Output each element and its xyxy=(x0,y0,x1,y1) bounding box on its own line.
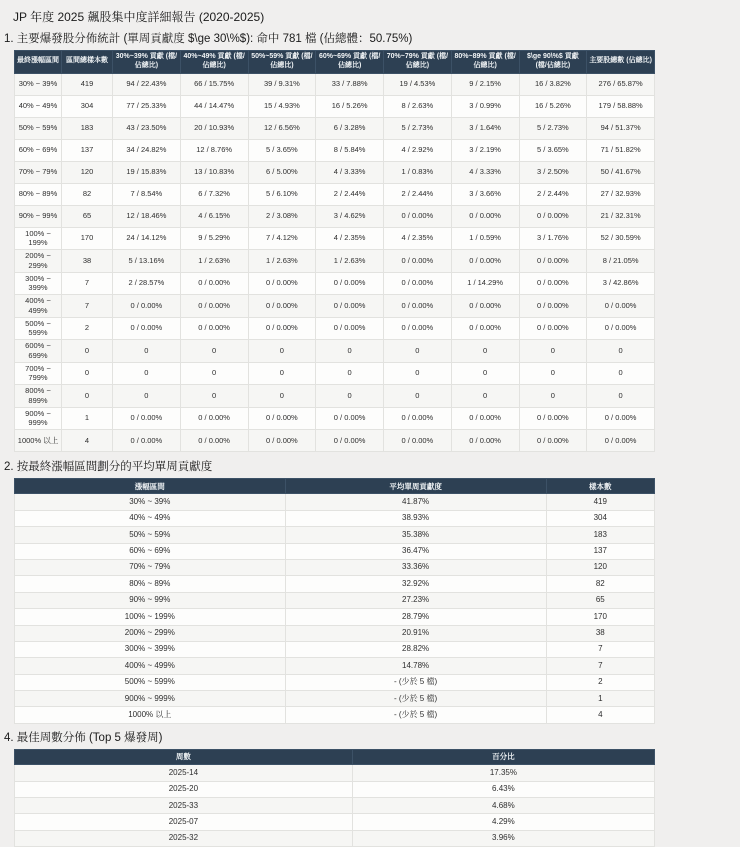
table-cell: 0 / 0.00% xyxy=(180,295,248,318)
table-cell: 0 / 0.00% xyxy=(384,272,452,295)
table-cell: 38.93% xyxy=(285,510,546,526)
table-cell: 33.36% xyxy=(285,559,546,575)
table-cell: 0 xyxy=(180,362,248,385)
table-cell: 183 xyxy=(62,117,113,139)
table-cell: 0 xyxy=(451,340,519,363)
table-cell: 300% ~ 399% xyxy=(15,641,286,657)
table-row xyxy=(15,139,655,161)
table-cell: 0 / 0.00% xyxy=(113,295,181,318)
column-header: 40%~49% 貢獻 (檔/佔總比) xyxy=(180,51,248,74)
table-cell: 3 / 2.19% xyxy=(451,139,519,161)
table-cell: 800% ~ 899% xyxy=(15,385,62,408)
table-cell: 0 / 0.00% xyxy=(587,430,655,452)
table-cell: 0 / 0.00% xyxy=(113,407,181,430)
table-cell: 1 / 2.63% xyxy=(316,250,384,273)
table-cell: 0 / 0.00% xyxy=(384,250,452,273)
table-cell: 30% ~ 39% xyxy=(15,494,286,510)
table-cell: - (少於 5 檔) xyxy=(285,674,546,690)
column-header: 樣本數 xyxy=(546,479,654,494)
table-row xyxy=(15,830,655,846)
table-row xyxy=(15,205,655,227)
table-cell: 28.79% xyxy=(285,609,546,625)
table-row xyxy=(15,295,655,318)
table-cell: 900% ~ 999% xyxy=(15,407,62,430)
table-cell: 39 / 9.31% xyxy=(248,73,316,95)
table-cell: 12 / 18.46% xyxy=(113,205,181,227)
table-row xyxy=(15,798,655,814)
table-cell: 70% ~ 79% xyxy=(15,161,62,183)
table-cell: 40% ~ 49% xyxy=(15,95,62,117)
column-header: $\ge 90\%$ 貢獻 (檔/佔總比) xyxy=(519,51,587,74)
table-cell: 0 / 0.00% xyxy=(451,295,519,318)
table-cell: 8 / 21.05% xyxy=(587,250,655,273)
table-cell: 0 / 0.00% xyxy=(248,272,316,295)
table-cell: 7 xyxy=(62,295,113,318)
table-row xyxy=(15,625,655,641)
table-cell: 60% ~ 69% xyxy=(15,139,62,161)
table-cell: 5 / 3.65% xyxy=(248,139,316,161)
table-row xyxy=(15,674,655,690)
table-cell: 1 / 2.63% xyxy=(248,250,316,273)
table-cell: 0 / 0.00% xyxy=(248,430,316,452)
table-row xyxy=(15,117,655,139)
table-cell: 12 / 6.56% xyxy=(248,117,316,139)
table-row xyxy=(15,430,655,452)
table-cell: 0 / 0.00% xyxy=(316,295,384,318)
table-cell: 0 xyxy=(451,362,519,385)
table-cell: 0 / 0.00% xyxy=(519,205,587,227)
column-header: 區間總樣本數 xyxy=(62,51,113,74)
table-cell: 6 / 7.32% xyxy=(180,183,248,205)
table-cell: 0 / 0.00% xyxy=(180,272,248,295)
table-cell: 0 / 0.00% xyxy=(587,407,655,430)
table-cell: 0 xyxy=(180,340,248,363)
column-header: 30%~39% 貢獻 (檔/佔總比) xyxy=(113,51,181,74)
table-cell: 44 / 14.47% xyxy=(180,95,248,117)
table-cell: 0 / 0.00% xyxy=(519,317,587,340)
table-cell: 5 / 2.73% xyxy=(519,117,587,139)
table-cell: 3 / 42.86% xyxy=(587,272,655,295)
table-cell: 183 xyxy=(546,527,654,543)
table-cell: 4.68% xyxy=(352,798,654,814)
table-row xyxy=(15,494,655,510)
table-cell: 19 / 4.53% xyxy=(384,73,452,95)
table-row xyxy=(15,559,655,575)
table-row xyxy=(15,609,655,625)
table-row xyxy=(15,641,655,657)
table-cell: 80% ~ 89% xyxy=(15,183,62,205)
table-cell: 0 / 0.00% xyxy=(587,317,655,340)
table-cell: 4 / 2.35% xyxy=(384,227,452,250)
table-cell: 3.96% xyxy=(352,830,654,846)
table-cell: 700% ~ 799% xyxy=(15,362,62,385)
table-cell: 4 / 3.33% xyxy=(451,161,519,183)
table-cell: 4 / 3.33% xyxy=(316,161,384,183)
table-cell: 94 / 22.43% xyxy=(113,73,181,95)
table-cell: 90% ~ 99% xyxy=(15,205,62,227)
table-row xyxy=(15,161,655,183)
page-title: JP 年度 2025 飆股集中度詳細報告 (2020-2025) xyxy=(13,10,265,24)
table-cell: 0 xyxy=(316,385,384,408)
table-cell: 0 / 0.00% xyxy=(248,317,316,340)
table-cell: 2025-32 xyxy=(15,830,353,846)
table-cell: 7 xyxy=(546,658,654,674)
table-row xyxy=(15,592,655,608)
table-cell: 276 / 65.87% xyxy=(587,73,655,95)
table-row xyxy=(15,510,655,526)
table-cell: 50% ~ 59% xyxy=(15,117,62,139)
table-cell: 20 / 10.93% xyxy=(180,117,248,139)
table-cell: 2 / 2.44% xyxy=(384,183,452,205)
table-cell: 6.43% xyxy=(352,781,654,797)
table-cell: 28.82% xyxy=(285,641,546,657)
table-row xyxy=(15,543,655,559)
table-cell: 0 / 0.00% xyxy=(384,430,452,452)
table-cell: 0 xyxy=(384,340,452,363)
table-cell: 0 / 0.00% xyxy=(316,407,384,430)
table-cell: 100% ~ 199% xyxy=(15,609,286,625)
table-cell: 8 / 5.84% xyxy=(316,139,384,161)
table-row xyxy=(15,781,655,797)
table-cell: 50 / 41.67% xyxy=(587,161,655,183)
table-cell: - (少於 5 檔) xyxy=(285,707,546,723)
table-cell: 4 xyxy=(546,707,654,723)
table-cell: 300% ~ 399% xyxy=(15,272,62,295)
column-header: 80%~89% 貢獻 (檔/佔總比) xyxy=(451,51,519,74)
table-cell: 7 xyxy=(62,272,113,295)
table-cell: 21 / 32.31% xyxy=(587,205,655,227)
table-cell: 43 / 23.50% xyxy=(113,117,181,139)
table-cell: 24 / 14.12% xyxy=(113,227,181,250)
table-cell: - (少於 5 檔) xyxy=(285,691,546,707)
table-cell: 7 / 4.12% xyxy=(248,227,316,250)
table-cell: 6 / 3.28% xyxy=(316,117,384,139)
table-cell: 40% ~ 49% xyxy=(15,510,286,526)
table-cell: 0 / 0.00% xyxy=(519,250,587,273)
column-header: 百分比 xyxy=(352,749,654,764)
table-cell: 1 xyxy=(62,407,113,430)
table-cell: 1000% 以上 xyxy=(15,707,286,723)
table-cell: 38 xyxy=(546,625,654,641)
table-cell: 419 xyxy=(546,494,654,510)
table-row xyxy=(15,765,655,781)
table-cell: 65 xyxy=(546,592,654,608)
table-cell: 2 / 28.57% xyxy=(113,272,181,295)
table-cell: 500% ~ 599% xyxy=(15,674,286,690)
table-cell: 0 / 0.00% xyxy=(384,205,452,227)
table-cell: 0 xyxy=(587,362,655,385)
table-cell: 16 / 5.26% xyxy=(316,95,384,117)
table-row xyxy=(15,691,655,707)
table-cell: 60% ~ 69% xyxy=(15,543,286,559)
table-cell: 32.92% xyxy=(285,576,546,592)
table-cell: 0 / 0.00% xyxy=(519,272,587,295)
top-weeks-table xyxy=(14,749,655,847)
table-cell: 6 / 5.00% xyxy=(248,161,316,183)
table-cell: 0 xyxy=(384,362,452,385)
table-cell: 5 / 3.65% xyxy=(519,139,587,161)
table-cell: 20.91% xyxy=(285,625,546,641)
table-cell: 0 xyxy=(248,362,316,385)
table-header-row xyxy=(15,479,655,494)
table-cell: 500% ~ 599% xyxy=(15,317,62,340)
table-cell: 13 / 10.83% xyxy=(180,161,248,183)
table-cell: 0 xyxy=(113,340,181,363)
table-row xyxy=(15,814,655,830)
table-cell: 100% ~ 199% xyxy=(15,227,62,250)
table-cell: 36.47% xyxy=(285,543,546,559)
table-cell: 5 / 13.16% xyxy=(113,250,181,273)
table-cell: 3 / 4.62% xyxy=(316,205,384,227)
table-header-row xyxy=(15,51,655,74)
table-row xyxy=(15,362,655,385)
table-cell: 80% ~ 89% xyxy=(15,576,286,592)
table-cell: 0 / 0.00% xyxy=(384,295,452,318)
table-cell: 0 / 0.00% xyxy=(384,407,452,430)
table-cell: 38 xyxy=(62,250,113,273)
table-row xyxy=(15,183,655,205)
table-row xyxy=(15,707,655,723)
table-cell: 400% ~ 499% xyxy=(15,295,62,318)
table-cell: 9 / 2.15% xyxy=(451,73,519,95)
table-cell: 0 / 0.00% xyxy=(180,317,248,340)
table-cell: 3 / 3.66% xyxy=(451,183,519,205)
table-row xyxy=(15,340,655,363)
table-cell: 52 / 30.59% xyxy=(587,227,655,250)
table-cell: 1 / 0.83% xyxy=(384,161,452,183)
table-row xyxy=(15,527,655,543)
column-header: 60%~69% 貢獻 (檔/佔總比) xyxy=(316,51,384,74)
table-cell: 0 / 0.00% xyxy=(519,430,587,452)
table-cell: 2025-14 xyxy=(15,765,353,781)
table-cell: 0 / 0.00% xyxy=(451,205,519,227)
table-cell: 304 xyxy=(62,95,113,117)
table-cell: 0 / 0.00% xyxy=(316,430,384,452)
table-cell: 14.78% xyxy=(285,658,546,674)
table-cell: 0 xyxy=(451,385,519,408)
table-cell: 1 / 0.59% xyxy=(451,227,519,250)
table-cell: 15 / 4.93% xyxy=(248,95,316,117)
table-cell: 7 / 8.54% xyxy=(113,183,181,205)
table-cell: 0 / 0.00% xyxy=(451,250,519,273)
table-cell: 0 / 0.00% xyxy=(248,295,316,318)
table-cell: 77 / 25.33% xyxy=(113,95,181,117)
table-cell: 5 / 6.10% xyxy=(248,183,316,205)
table-cell: 0 / 0.00% xyxy=(180,407,248,430)
table-cell: 3 / 2.50% xyxy=(519,161,587,183)
table-cell: 600% ~ 699% xyxy=(15,340,62,363)
table-cell: 900% ~ 999% xyxy=(15,691,286,707)
table-cell: 179 / 58.88% xyxy=(587,95,655,117)
table-cell: 27 / 32.93% xyxy=(587,183,655,205)
table-row xyxy=(15,576,655,592)
table-cell: 0 / 0.00% xyxy=(248,407,316,430)
table-cell: 0 xyxy=(519,362,587,385)
table-row xyxy=(15,272,655,295)
table-cell: 4 xyxy=(62,430,113,452)
table-cell: 2 / 3.08% xyxy=(248,205,316,227)
table-cell: 27.23% xyxy=(285,592,546,608)
table-cell: 0 xyxy=(62,340,113,363)
table-cell: 1 / 2.63% xyxy=(180,250,248,273)
table-cell: 170 xyxy=(62,227,113,250)
table-row xyxy=(15,95,655,117)
table-cell: 90% ~ 99% xyxy=(15,592,286,608)
table-cell: 0 xyxy=(316,362,384,385)
table-cell: 94 / 51.37% xyxy=(587,117,655,139)
table-cell: 170 xyxy=(546,609,654,625)
table-cell: 3 / 1.76% xyxy=(519,227,587,250)
table-cell: 0 xyxy=(62,362,113,385)
table-cell: 0 / 0.00% xyxy=(451,407,519,430)
table-cell: 35.38% xyxy=(285,527,546,543)
table-cell: 17.35% xyxy=(352,765,654,781)
table-cell: 16 / 3.82% xyxy=(519,73,587,95)
table-cell: 2025-07 xyxy=(15,814,353,830)
table-cell: 50% ~ 59% xyxy=(15,527,286,543)
table-row xyxy=(15,407,655,430)
table-cell: 120 xyxy=(546,559,654,575)
table-cell: 4.29% xyxy=(352,814,654,830)
table-cell: 65 xyxy=(62,205,113,227)
table-cell: 120 xyxy=(62,161,113,183)
table-cell: 4 / 6.15% xyxy=(180,205,248,227)
table-cell: 0 xyxy=(587,385,655,408)
table-cell: 0 xyxy=(180,385,248,408)
table-cell: 2 xyxy=(546,674,654,690)
table-cell: 400% ~ 499% xyxy=(15,658,286,674)
section2-heading: 2. 按最終漲幅區間劃分的平均單周貢獻度 xyxy=(4,461,213,473)
table-cell: 19 / 15.83% xyxy=(113,161,181,183)
table-cell: 0 / 0.00% xyxy=(451,317,519,340)
table-cell: 9 / 5.29% xyxy=(180,227,248,250)
table-cell: 71 / 51.82% xyxy=(587,139,655,161)
table-row xyxy=(15,250,655,273)
table-cell: 0 xyxy=(248,385,316,408)
table-cell: 0 xyxy=(519,340,587,363)
table-cell: 0 / 0.00% xyxy=(180,430,248,452)
table-cell: 5 / 2.73% xyxy=(384,117,452,139)
table-cell: 2025-20 xyxy=(15,781,353,797)
column-header: 主要股總數 (佔總比) xyxy=(587,51,655,74)
table-cell: 4 / 2.92% xyxy=(384,139,452,161)
table-cell: 1000% 以上 xyxy=(15,430,62,452)
table-cell: 3 / 0.99% xyxy=(451,95,519,117)
table-cell: 0 / 0.00% xyxy=(316,272,384,295)
table-cell: 2025-33 xyxy=(15,798,353,814)
column-header: 70%~79% 貢獻 (檔/佔總比) xyxy=(384,51,452,74)
table-cell: 137 xyxy=(62,139,113,161)
table-row xyxy=(15,317,655,340)
table-cell: 0 / 0.00% xyxy=(519,295,587,318)
table-cell: 1 / 14.29% xyxy=(451,272,519,295)
table-cell: 82 xyxy=(546,576,654,592)
table-cell: 419 xyxy=(62,73,113,95)
table-cell: 82 xyxy=(62,183,113,205)
table-header-row xyxy=(15,749,655,764)
table-cell: 12 / 8.76% xyxy=(180,139,248,161)
table-cell: 0 / 0.00% xyxy=(113,430,181,452)
table-cell: 66 / 15.75% xyxy=(180,73,248,95)
table-row xyxy=(15,385,655,408)
table-cell: 2 / 2.44% xyxy=(316,183,384,205)
table-row xyxy=(15,73,655,95)
table-cell: 137 xyxy=(546,543,654,559)
column-header: 漲幅區間 xyxy=(15,479,286,494)
table-cell: 0 / 0.00% xyxy=(519,407,587,430)
table-cell: 7 xyxy=(546,641,654,657)
breakout-distribution-table xyxy=(14,50,655,452)
column-header: 周數 xyxy=(15,749,353,764)
table-cell: 16 / 5.26% xyxy=(519,95,587,117)
column-header: 50%~59% 貢獻 (檔/佔總比) xyxy=(248,51,316,74)
table-cell: 1 xyxy=(546,691,654,707)
table-cell: 0 / 0.00% xyxy=(384,317,452,340)
table-cell: 0 xyxy=(113,385,181,408)
table-cell: 34 / 24.82% xyxy=(113,139,181,161)
table-cell: 0 xyxy=(316,340,384,363)
table-cell: 70% ~ 79% xyxy=(15,559,286,575)
table-cell: 41.87% xyxy=(285,494,546,510)
table-cell: 0 xyxy=(62,385,113,408)
average-contribution-table xyxy=(14,478,655,724)
table-cell: 0 xyxy=(113,362,181,385)
table-cell: 33 / 7.88% xyxy=(316,73,384,95)
table-cell: 0 xyxy=(587,340,655,363)
table-cell: 0 xyxy=(384,385,452,408)
table-cell: 200% ~ 299% xyxy=(15,625,286,641)
column-header: 最終漲幅區間 xyxy=(15,51,62,74)
column-header: 平均單周貢獻度 xyxy=(285,479,546,494)
table-cell: 0 / 0.00% xyxy=(451,430,519,452)
table-cell: 0 / 0.00% xyxy=(113,317,181,340)
table-cell: 0 / 0.00% xyxy=(587,295,655,318)
table-cell: 3 / 1.64% xyxy=(451,117,519,139)
table-cell: 30% ~ 39% xyxy=(15,73,62,95)
table-cell: 4 / 2.35% xyxy=(316,227,384,250)
table-cell: 304 xyxy=(546,510,654,526)
table-cell: 2 xyxy=(62,317,113,340)
table-cell: 200% ~ 299% xyxy=(15,250,62,273)
table-cell: 0 xyxy=(519,385,587,408)
table-cell: 2 / 2.44% xyxy=(519,183,587,205)
table-cell: 8 / 2.63% xyxy=(384,95,452,117)
table-cell: 0 / 0.00% xyxy=(316,317,384,340)
table-cell: 0 xyxy=(248,340,316,363)
section4-heading: 4. 最佳周數分佈 (Top 5 爆發周) xyxy=(4,731,163,744)
section1-heading: 1. 主要爆發股分佈統計 (單周貢獻度 $\ge 30\%$): 命中 781 檔 (佔總體：50.75%) xyxy=(4,33,413,45)
table-row xyxy=(15,658,655,674)
table-row xyxy=(15,227,655,250)
